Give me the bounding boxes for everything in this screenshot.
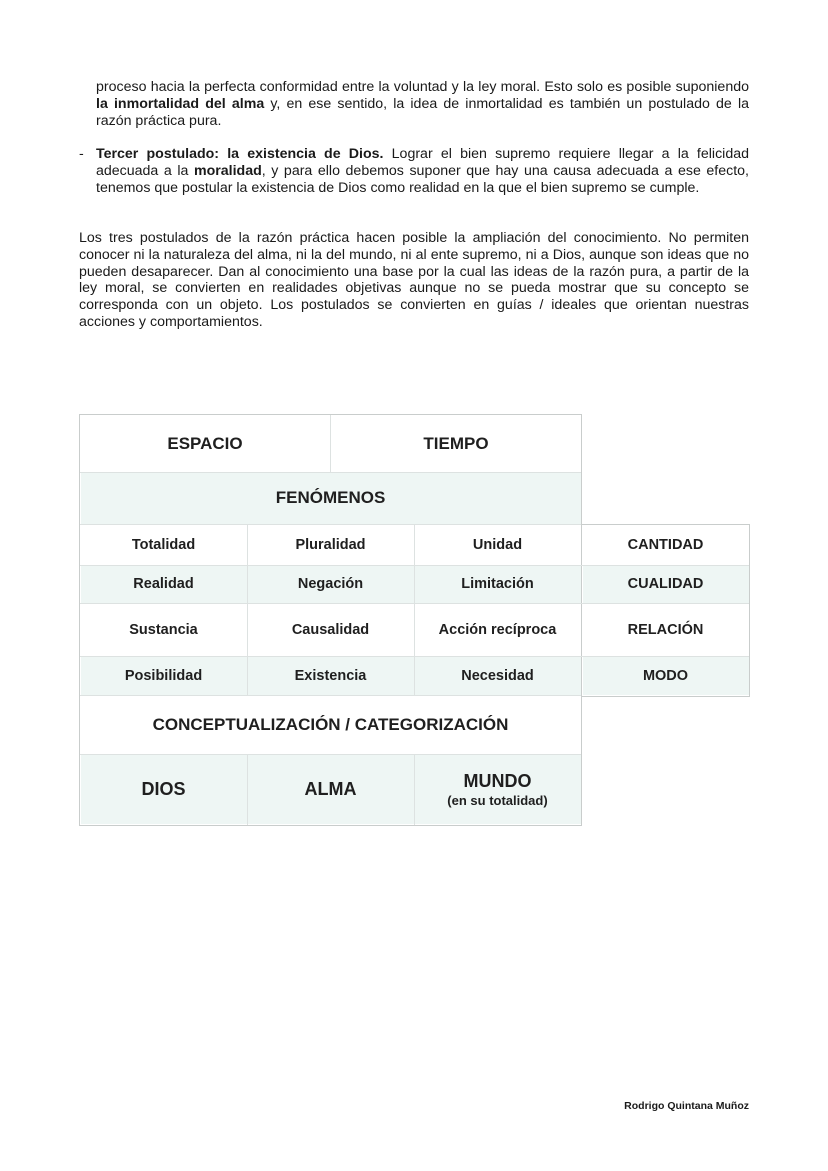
cell-totalidad: Totalidad <box>131 536 196 553</box>
cell-limitacion: Limitación <box>461 576 534 592</box>
cell-pluralidad: Pluralidad <box>295 536 366 553</box>
paragraph-immortality <box>96 79 749 129</box>
cell-mundo <box>414 754 581 825</box>
cell-tiempo: TIEMPO <box>423 433 489 453</box>
cell-espacio: ESPACIO <box>167 433 243 453</box>
paragraph-postulates: Los tres postulados de la razón práctica hacen posible la ampliación del conocimiento. No permiten conocer ni la naturaleza del alma, ni la del mundo, ni al ente supremo, ni a Dios, aunque son ideas que no pueden desaparecer. Dan al conocimiento una base por la cual las ideas de la razón pura, a partir de la ley moral, se convierten en realidades objetivas aunque no se pueda mostrar que su concepto se corresponda con un objeto. Los postulados se convierten en guías / ideales que orientan nuestras acciones y comportamientos. <box>79 230 749 330</box>
footer-author: Rodrigo Quintana Muñoz <box>624 1100 749 1112</box>
bullet-dash: - <box>79 146 84 162</box>
cell-accion-reciproca: Acción recíproca <box>438 621 557 638</box>
bold-text: Tercer postulado: la existencia de Dios. <box>96 146 384 162</box>
cell-conceptualizacion: CONCEPTUALIZACIÓN / CATEGORIZACIÓN <box>152 714 509 734</box>
cell-fenomenos: FENÓMENOS <box>275 488 386 507</box>
bold-text: moralidad <box>193 162 262 179</box>
cell-relacion: RELACIÓN <box>627 621 704 638</box>
cell-realidad: Realidad <box>133 576 194 592</box>
text-run: proceso hacia la perfecta conformidad entre la voluntad y la ley moral. Esto solo es posible suponiendo <box>96 79 749 95</box>
cell-sustancia: Sustancia <box>129 621 198 638</box>
text-run: Lograr el bien supremo requiere llegar a la felicidad adecuada a la <box>96 146 749 179</box>
bullet-third-postulate <box>79 146 749 196</box>
bold-text: la inmortalidad del alma <box>96 95 265 112</box>
text-run: y, en ese sentido, la idea de inmortalidad es también un postulado de la razón práctica pura. <box>96 95 749 129</box>
cell-dios: DIOS <box>141 779 186 799</box>
cell-cualidad: CUALIDAD <box>627 576 704 592</box>
cell-negacion: Negación <box>297 576 364 592</box>
text-run: , y para ello debemos suponer que hay una causa adecuada a ese efecto, tenemos que postular la existencia de Dios como realidad en la que el bien supremo se cumple. <box>96 162 749 196</box>
cell-necesidad: Necesidad <box>461 667 534 684</box>
mundo-label: MUNDO <box>463 771 532 791</box>
cell-posibilidad: Posibilidad <box>124 667 203 684</box>
cell-modo: MODO <box>642 667 689 684</box>
mundo-sublabel: (en su totalidad) <box>447 793 548 808</box>
bullet-body <box>96 146 749 196</box>
cell-cantidad: CANTIDAD <box>627 536 704 553</box>
cell-existencia: Existencia <box>294 667 367 684</box>
cell-unidad: Unidad <box>472 536 523 553</box>
cell-causalidad: Causalidad <box>291 621 370 638</box>
cell-alma: ALMA <box>304 779 357 799</box>
